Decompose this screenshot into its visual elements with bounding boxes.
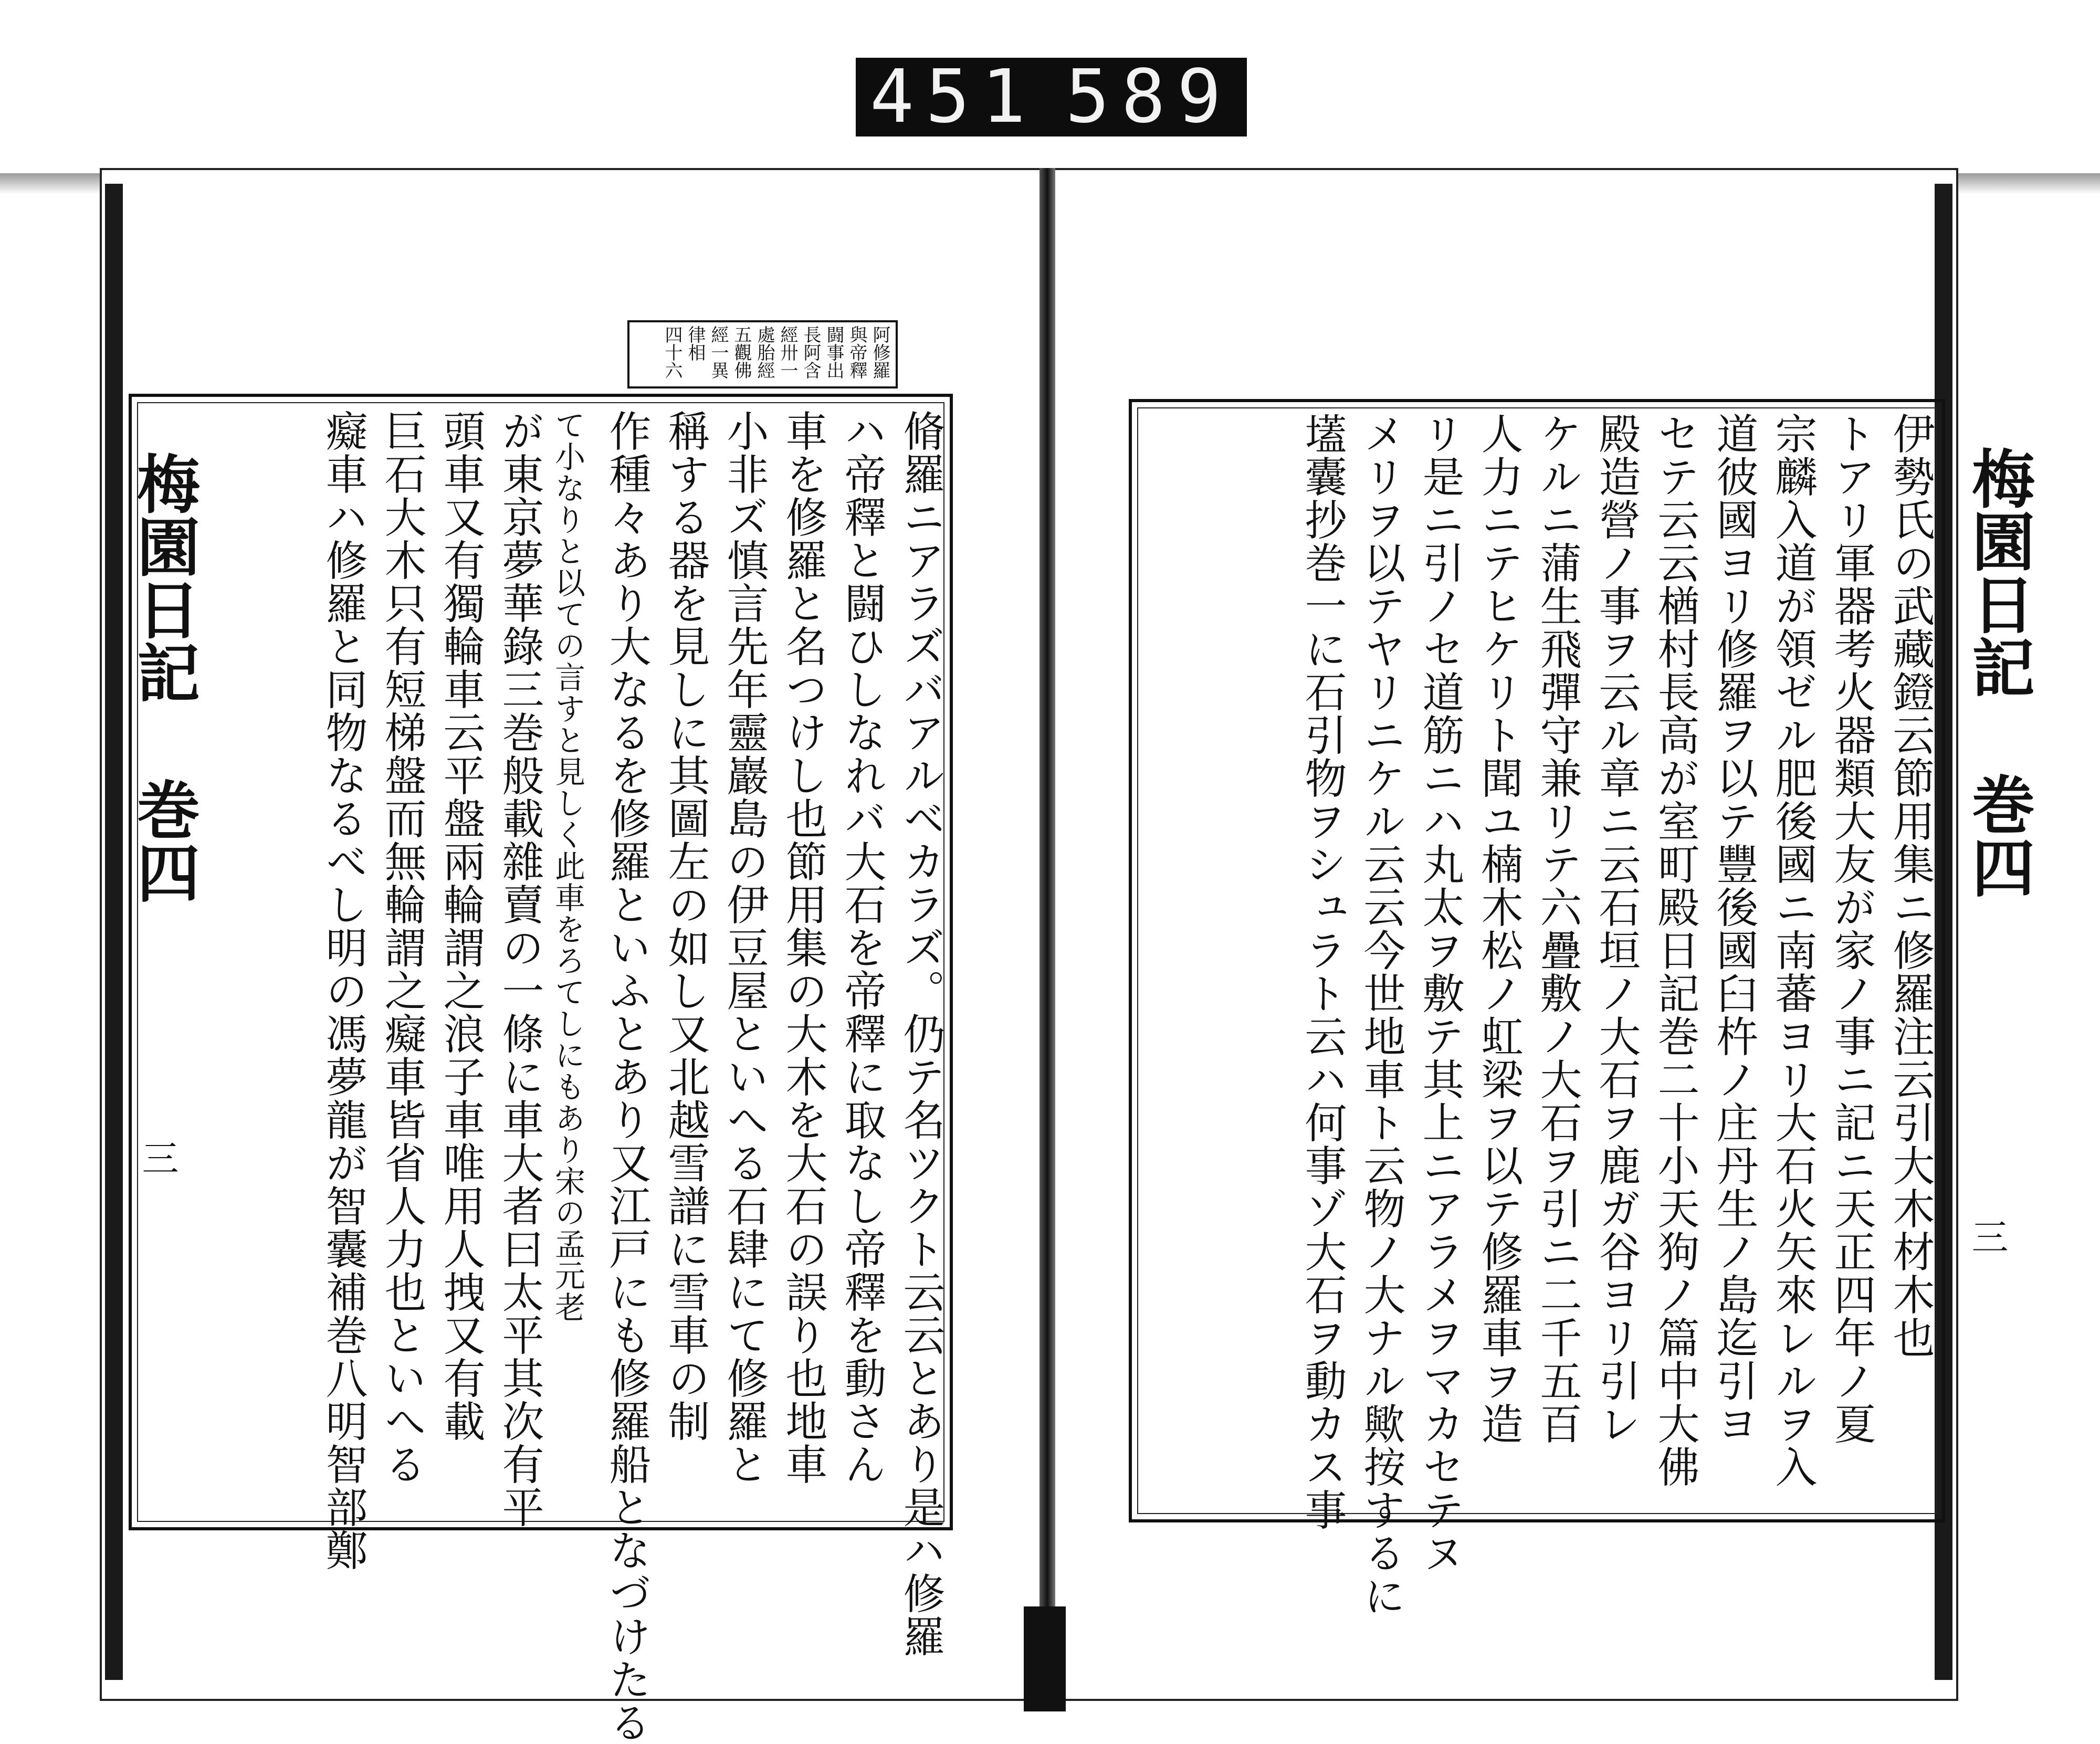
text-column: 車を修羅と名つけし也節用集の大木を大石の誤り也地車	[779, 409, 827, 1486]
left-running-head: 梅園日記 巻四	[127, 451, 201, 903]
text-column: 頭車又有獨輪車云平盤兩輪謂之浪子車唯用人拽又有載	[436, 409, 485, 1443]
text-column: 伊勢氏の武藏鐙云節用集ニ修羅注云引大木材木也	[1886, 412, 1935, 1359]
text-column: 稱する器を見しに其圖左の如し又北越雪譜に雪車の制	[661, 409, 710, 1443]
gloss-line: 五觀佛	[731, 325, 752, 379]
text-column: が東京夢華錄三巻般載雜賣の一條に車大者曰太平其次有平	[495, 409, 544, 1529]
text-column: トアリ軍器考火器類大友が家ノ事ニ記ニ天正四年ノ夏	[1827, 412, 1876, 1445]
gloss-line: 律相	[685, 325, 706, 361]
gloss-line: 闘事出	[823, 325, 844, 379]
text-column: 道彼國ヨリ修羅ヲ以テ豐後國臼杵ノ庄丹生ノ島迄引ヨ	[1709, 412, 1758, 1445]
film-number-left: 451	[869, 54, 1037, 140]
right-folio: 三	[1966, 1218, 2009, 1255]
text-column: 宗麟入道が領ゼル肥後國ニ南蕃ヨリ大石火矢來レルヲ入	[1768, 412, 1817, 1488]
text-column: ハ帝釋と闘ひしなれバ大石を帝釋に取なし帝釋を動さん	[837, 409, 886, 1486]
text-column: 殿造營ノ事ヲ云ル章ニ云石垣ノ大石ヲ鹿ガ谷ヨリ引レ	[1592, 412, 1641, 1445]
left-page-text	[158, 409, 945, 1744]
film-number-right: 589	[1065, 54, 1233, 140]
gloss-line: 四十六	[662, 325, 682, 379]
left-folio: 三	[136, 1139, 179, 1176]
gloss-line: 長阿含	[800, 325, 821, 379]
text-column: 癡車ハ修羅と同物なるべし明の馮夢龍が智囊補巻八明智部鄭	[319, 409, 368, 1572]
right-running-head: 梅園日記 巻四	[1961, 446, 2035, 898]
book-spine	[1040, 168, 1055, 1706]
film-number-label	[856, 54, 1247, 140]
text-column: ケルニ蒲生飛彈守兼リテ六疊敷ノ大石ヲ引ニ二千五百	[1533, 412, 1582, 1445]
gloss-line: 經卅一	[777, 325, 798, 379]
text-column: 小非ズ慎言先年靈巖島の伊豆屋といへる石肆にて修羅と	[720, 409, 769, 1486]
gloss-line: 阿修羅	[869, 325, 890, 379]
text-column: 脩羅ニアラズバアルベカラズ。仍テ名ツクト云云とあり是ハ修羅	[896, 409, 945, 1658]
text-column: メリヲ以テヤリニケル云云今世地車ト云物ノ大ナル歟按するに	[1357, 412, 1405, 1617]
text-column: 壒囊抄巻一に石引物ヲシュラト云ハ何事ゾ大石ヲ動カス事	[1298, 412, 1347, 1531]
text-column: セテ云云楢村長高が室町殿日記巻二十小天狗ノ篇中大佛	[1651, 412, 1699, 1488]
spine-foot	[1024, 1606, 1066, 1711]
gloss-line: 與帝釋	[846, 325, 867, 379]
text-column: リ是ニ引ノセ道筋ニハ丸太ヲ敷テ其上ニアラメヲマカセテヌ	[1415, 412, 1464, 1574]
marginal-gloss-box	[627, 320, 898, 388]
right-page-text	[1152, 412, 1935, 1617]
text-column: 作種々あり大なるを修羅といふとあり又江戸にも修羅船となづけたる	[602, 409, 651, 1744]
gloss-line: 經一異	[708, 325, 729, 379]
text-column-annotation: て小なりと以ての言すと見しく此車をろてしにもあり宋の孟元老	[550, 409, 585, 1323]
text-column: 人力ニテヒケリト聞ユ楠木松ノ虹梁ヲ以テ修羅車ヲ造	[1474, 412, 1523, 1445]
left-page-edge	[105, 184, 123, 1680]
text-column: 巨石大木只有短梯盤而無輪謂之癡車皆省人力也といへる	[377, 409, 426, 1486]
gloss-line: 處胎經	[754, 325, 775, 379]
